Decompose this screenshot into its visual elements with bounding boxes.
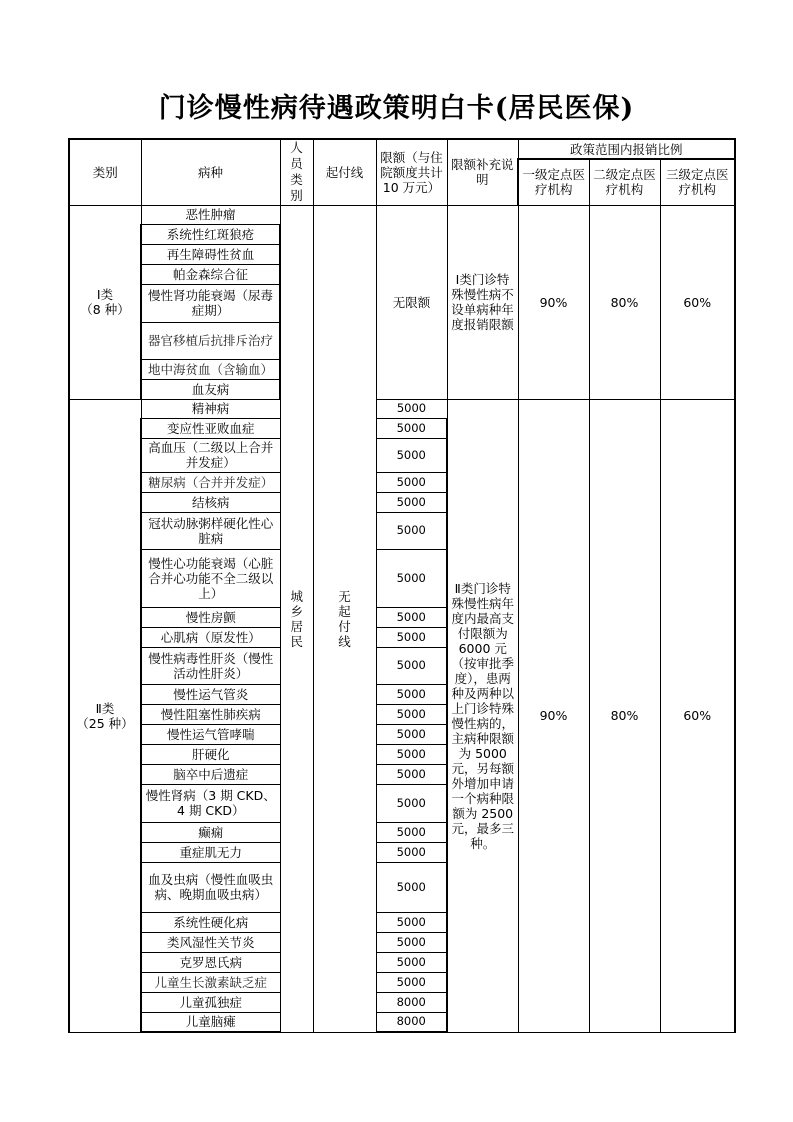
disease-name: 慢性病毒性肝炎（慢性活动性肝炎） bbox=[141, 647, 280, 684]
disease-name: 癫痫 bbox=[141, 822, 280, 842]
disease-name: 冠状动脉粥样硬化性心脏病 bbox=[141, 512, 280, 549]
disease-name: 慢性肾功能衰竭（尿毒症期） bbox=[141, 284, 280, 322]
class1-limit-note: Ⅰ类门诊特殊慢性病不设单病种年度报销限额 bbox=[447, 205, 518, 399]
disease-limit: 5000 bbox=[376, 972, 447, 992]
disease-name: 慢性心功能衰竭（心脏合并心功能不全二级以上） bbox=[141, 549, 280, 607]
disease-name: 系统性红斑狼疮 bbox=[141, 224, 280, 244]
disease-name: 慢性房颤 bbox=[141, 607, 280, 627]
disease-name: 儿童脑瘫 bbox=[141, 1012, 280, 1032]
disease-name: 儿童孤独症 bbox=[141, 992, 280, 1012]
threshold-value: 无 起 付 线 bbox=[313, 205, 376, 1032]
disease-limit: 5000 bbox=[376, 472, 447, 492]
table-row bbox=[69, 399, 735, 418]
disease-limit: 5000 bbox=[376, 399, 447, 418]
disease-name: 血及虫病（慢性血吸虫病、晚期血吸虫病） bbox=[141, 862, 280, 912]
disease-limit: 5000 bbox=[376, 704, 447, 724]
disease-name: 儿童生长激素缺乏症 bbox=[141, 972, 280, 992]
header-persons: 人 员 类 别 bbox=[280, 139, 313, 205]
persons-value: 城 乡 居 民 bbox=[280, 205, 313, 1032]
class2-ratio-level3: 60% bbox=[660, 399, 735, 1032]
disease-name: 结核病 bbox=[141, 492, 280, 512]
disease-name: 重症肌无力 bbox=[141, 842, 280, 862]
class1-category: Ⅰ类 （8 种） bbox=[69, 205, 141, 399]
page-title: 门诊慢性病待遇政策明白卡(居民医保) bbox=[158, 93, 635, 124]
header-level2: 二级定点医疗机构 bbox=[589, 159, 660, 205]
disease-limit: 5000 bbox=[376, 684, 447, 704]
disease-name: 器官移植后抗排斥治疗 bbox=[141, 322, 280, 359]
disease-limit: 8000 bbox=[376, 992, 447, 1012]
header-limit: 限额（与住院额度共计 10 万元） bbox=[376, 139, 447, 205]
header-level1: 一级定点医疗机构 bbox=[518, 159, 589, 205]
disease-name: 克罗恩氏病 bbox=[141, 952, 280, 972]
disease-limit: 5000 bbox=[376, 607, 447, 627]
disease-limit: 8000 bbox=[376, 1012, 447, 1032]
disease-name: 再生障碍性贫血 bbox=[141, 244, 280, 264]
disease-limit: 5000 bbox=[376, 784, 447, 822]
disease-limit: 5000 bbox=[376, 932, 447, 952]
class2-category: Ⅱ类 （25 种） bbox=[69, 399, 141, 1032]
disease-name: 慢性肾病（3 期 CKD、4 期 CKD） bbox=[141, 784, 280, 822]
disease-limit: 5000 bbox=[376, 438, 447, 472]
disease-limit: 5000 bbox=[376, 724, 447, 744]
disease-limit: 5000 bbox=[376, 744, 447, 764]
disease-name: 类风湿性关节炎 bbox=[141, 932, 280, 952]
disease-name: 慢性阻塞性肺疾病 bbox=[141, 704, 280, 724]
header-limit-note: 限额补充说明 bbox=[447, 139, 518, 205]
disease-limit: 5000 bbox=[376, 647, 447, 684]
disease-name: 变应性亚败血症 bbox=[141, 418, 280, 438]
header-disease: 病种 bbox=[141, 139, 280, 205]
header-ratio-group: 政策范围内报销比例 bbox=[518, 139, 735, 159]
disease-name: 心肌病（原发性） bbox=[141, 627, 280, 647]
disease-name: 糖尿病（合并并发症） bbox=[141, 472, 280, 492]
disease-limit: 5000 bbox=[376, 549, 447, 607]
disease-name: 脑卒中后遗症 bbox=[141, 764, 280, 784]
disease-limit: 5000 bbox=[376, 627, 447, 647]
disease-limit: 5000 bbox=[376, 842, 447, 862]
header-level3: 三级定点医疗机构 bbox=[660, 159, 735, 205]
disease-limit: 5000 bbox=[376, 822, 447, 842]
class2-ratio-level1: 90% bbox=[518, 399, 589, 1032]
disease-limit: 5000 bbox=[376, 512, 447, 549]
disease-limit: 5000 bbox=[376, 492, 447, 512]
disease-limit: 5000 bbox=[376, 418, 447, 438]
disease-name: 肝硬化 bbox=[141, 744, 280, 764]
disease-limit: 5000 bbox=[376, 952, 447, 972]
disease-name: 血友病 bbox=[141, 379, 280, 399]
header-category: 类别 bbox=[69, 139, 141, 205]
disease-name: 慢性运气管炎 bbox=[141, 684, 280, 704]
class2-ratio-level2: 80% bbox=[589, 399, 660, 1032]
disease-name: 恶性肿瘤 bbox=[141, 205, 280, 224]
policy-table bbox=[68, 138, 736, 1033]
class1-limit: 无限额 bbox=[376, 205, 447, 399]
disease-name: 精神病 bbox=[141, 399, 280, 418]
disease-limit: 5000 bbox=[376, 862, 447, 912]
header-threshold: 起付线 bbox=[313, 139, 376, 205]
disease-name: 慢性运气管哮喘 bbox=[141, 724, 280, 744]
disease-name: 地中海贫血（含输血） bbox=[141, 359, 280, 379]
table-row bbox=[69, 205, 735, 224]
class1-ratio-level1: 90% bbox=[518, 205, 589, 399]
disease-limit: 5000 bbox=[376, 764, 447, 784]
disease-name: 帕金森综合征 bbox=[141, 264, 280, 284]
disease-name: 系统性硬化病 bbox=[141, 912, 280, 932]
disease-limit: 5000 bbox=[376, 912, 447, 932]
class2-limit-note: Ⅱ类门诊特殊慢性病年度内最高支付限额为 6000 元（按审批季度），患两种及两种以上门诊特殊慢性病的，主病种限额为 5000 元，另每额外增加申请一个病种限额为 2500 元，最多三种。 bbox=[447, 399, 518, 1032]
class1-ratio-level2: 80% bbox=[589, 205, 660, 399]
class1-ratio-level3: 60% bbox=[660, 205, 735, 399]
disease-name: 高血压（二级以上合并并发症） bbox=[141, 438, 280, 472]
